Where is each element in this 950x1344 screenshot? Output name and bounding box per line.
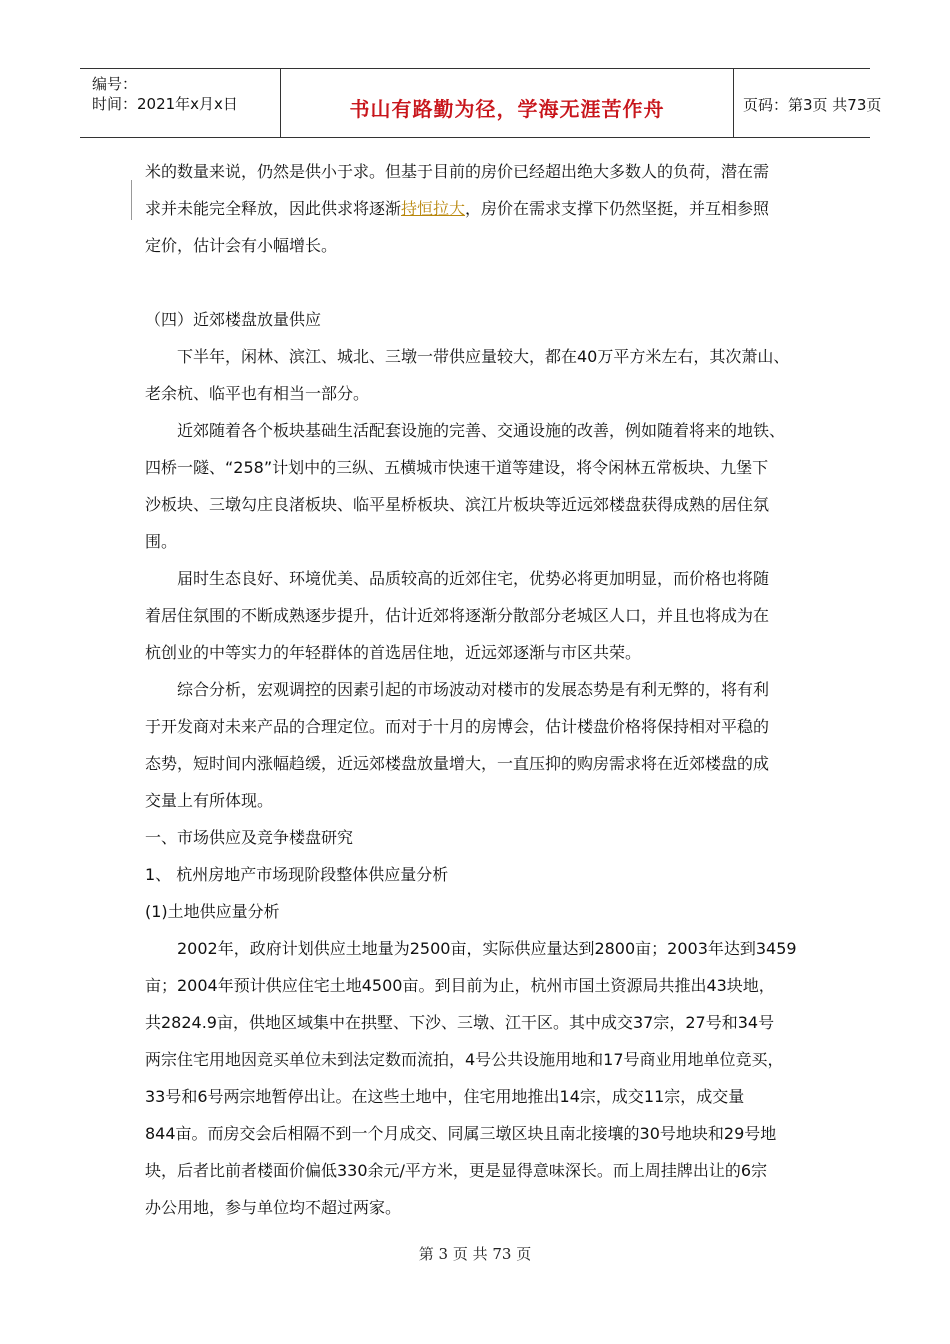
paragraph-line: 办公用地，参与单位均不超过两家。 <box>145 1198 402 1217</box>
section-heading: （四）近郊楼盘放量供应 <box>145 310 322 329</box>
header-page-cell <box>733 69 882 137</box>
paragraph-line: 老余杭、临平也有相当一部分。 <box>145 384 370 403</box>
paragraph-line: 沙板块、三墩勾庄良渚板块、临平星桥板块、滨江片板块等近远郊楼盘获得成熟的居住氛 <box>145 495 770 514</box>
header-meta-cell <box>80 69 280 137</box>
paragraph-line: 着居住氛围的不断成熟逐步提升，估计近郊将逐渐分散部分老城区人口，并且也将成为在 <box>145 606 770 625</box>
paragraph-line: 33号和6号两宗地暂停出让。在这些土地中，住宅用地推出14宗，成交11宗，成交量 <box>145 1087 745 1106</box>
body-line: 定价，估计会有小幅增长。 <box>145 236 338 255</box>
blank-line <box>145 264 825 301</box>
body-text: 求并未能完全释放，因此供求将逐渐 <box>145 199 402 218</box>
paragraph-line: 块，后者比前者楼面价偏低330余元/平方米，更是显得意味深长。而上周挂牌出让的6宗 <box>145 1161 768 1180</box>
paragraph-line: 杭创业的中等实力的年轻群体的首选居住地，近远郊逐渐与市区共荣。 <box>145 643 642 662</box>
paragraph-line: 综合分析，宏观调控的因素引起的市场波动对楼市的发展态势是有利无弊的，将有利 <box>177 680 770 699</box>
margin-mark <box>131 180 132 220</box>
motto-text: 书山有路勤为径，学海无涯苦作舟 <box>349 97 665 121</box>
paragraph-line: 届时生态良好、环境优美、品质较高的近郊住宅，优势必将更加明显，而价格也将随 <box>177 569 770 588</box>
document-body <box>145 153 825 1226</box>
document-date-label: 时间：2021年x月x日 <box>92 95 238 113</box>
paragraph-line: 下半年，闲林、滨江、城北、三墩一带供应量较大，都在40万平方米左右，其次萧山、 <box>177 347 790 366</box>
body-text: ，房价在需求支撑下仍然坚挺，并互相参照 <box>465 199 770 218</box>
paragraph-line: 近郊随着各个板块基础生活配套设施的完善、交通设施的改善，例如随着将来的地铁、 <box>177 421 786 440</box>
hyperlink-text[interactable]: 持恒拉大 <box>401 199 466 218</box>
document-number-label: 编号： <box>92 75 138 93</box>
paragraph-line: 844亩。而房交会后相隔不到一个月成交、同属三墩区块且南北接壤的30号地块和29号地 <box>145 1124 777 1143</box>
page-header <box>80 68 882 138</box>
heading-level-2: 1、 杭州房地产市场现阶段整体供应量分析 <box>145 865 449 884</box>
header-motto-cell <box>280 69 734 137</box>
paragraph-line: 态势，短时间内涨幅趋缓，近远郊楼盘放量增大，一直压抑的购房需求将在近郊楼盘的成 <box>145 754 770 773</box>
body-line: 米的数量来说，仍然是供小于求。但基于目前的房价已经超出绝大多数人的负荷，潜在需 <box>145 162 770 181</box>
paragraph-line: 2002年，政府计划供应土地量为2500亩，实际供应量达到2800亩；2003年达到3459 <box>177 939 797 958</box>
paragraph-line: 共2824.9亩，供地区域集中在拱墅、下沙、三墩、江干区。其中成交37宗，27号和34号 <box>145 1013 775 1032</box>
header-page-info: 页码：第3页 共73页 <box>743 96 882 114</box>
body-line <box>145 190 825 227</box>
heading-level-3: (1)土地供应量分析 <box>145 902 280 921</box>
paragraph-line: 于开发商对未来产品的合理定位。而对于十月的房博会，估计楼盘价格将保持相对平稳的 <box>145 717 770 736</box>
paragraph-line: 四桥一隧、“258”计划中的三纵、五横城市快速干道等建设，将令闲林五常板块、九堡下 <box>145 458 769 477</box>
paragraph-line: 交量上有所体现。 <box>145 791 274 810</box>
paragraph-line: 两宗住宅用地因竞买单位未到法定数而流拍，4号公共设施用地和17号商业用地单位竞买， <box>145 1050 784 1069</box>
page-footer: 第 3 页 共 73 页 <box>418 1245 532 1263</box>
paragraph-line: 亩；2004年预计供应住宅土地4500亩。到目前为止，杭州市国土资源局共推出43块地， <box>145 976 775 995</box>
heading-level-1: 一、市场供应及竞争楼盘研究 <box>145 828 354 847</box>
paragraph-line: 围。 <box>145 532 178 551</box>
